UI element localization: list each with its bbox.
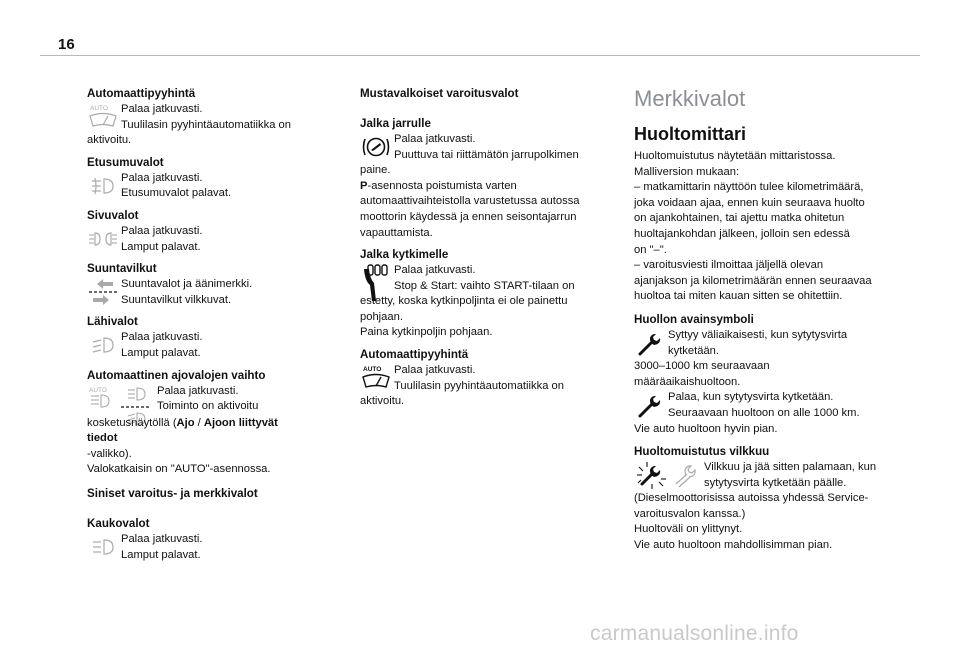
svg-text:AUTO: AUTO <box>89 386 107 394</box>
subsection-title: Huoltomittari <box>634 124 746 144</box>
high-beam-block <box>87 532 309 563</box>
side-lights-block <box>87 224 309 255</box>
auto-wiper-block <box>87 102 309 149</box>
front-fog-heading: Etusumuvalot <box>87 155 164 169</box>
service-key-block-1 <box>634 328 890 359</box>
service-key-line-1: Syttyy väliaikaisesti, kun sytytysvirta <box>668 328 848 341</box>
high-beam-line-1: Palaa jatkuvasti. <box>121 532 203 545</box>
service-blink-line-1: Vilkkuu ja jää sitten palamaan, kun <box>704 461 877 474</box>
bw-warnings-heading: Mustavalkoiset varoitusvalot <box>360 87 519 100</box>
clutch-line-3: estetty, koska kytkinpoljinta ei ole painettu <box>360 295 568 308</box>
auto-wiper-2-line-1: Palaa jatkuvasti. <box>394 363 476 376</box>
low-beam-line-2: Lamput palavat. <box>121 346 201 359</box>
service-key-line-7: Vie auto huoltoon hyvin pian. <box>634 422 778 435</box>
side-lights-icon <box>87 224 119 254</box>
front-fog-line-1: Palaa jatkuvasti. <box>121 171 203 184</box>
high-beam-line-2: Lamput palavat. <box>121 548 201 561</box>
auto-wiper-2-line-2: Tuulilasin pyyhintäautomatiikka on <box>394 379 564 392</box>
auto-wiper-2-heading: Automaattipyyhintä <box>360 347 469 361</box>
blue-warnings-heading: Siniset varoitus- ja merkkivalot <box>87 486 258 500</box>
side-lights-line-1: Palaa jatkuvasti. <box>121 224 203 237</box>
intro-line-6: huoltajankohdan jälkeen, jolloin sen edessä <box>634 227 850 240</box>
header-divider <box>40 55 920 56</box>
intro-line-9: ajanjakson ja kilometrimäärän ennen seuraavaa <box>634 274 872 287</box>
wrench-icon <box>634 328 666 358</box>
turn-signals-line-2: Suuntavilkut vilkkuvat. <box>121 293 232 306</box>
service-key-line-5: Palaa, kun sytytysvirta kytketään. <box>668 391 834 404</box>
brake-line-3: paine. <box>360 164 391 177</box>
auto-wiper-icon <box>87 102 119 132</box>
low-beam-icon <box>87 330 119 360</box>
brake-line-1: Palaa jatkuvasti. <box>394 133 476 145</box>
service-blink-line-6: Vie auto huoltoon mahdollisimman pian. <box>634 539 833 552</box>
wrench-icon <box>634 390 666 420</box>
brake-line-5: automaattivaihteistolla varustetussa autossa <box>360 195 580 208</box>
intro-line-10: huoltoa tai miten kauan sitten se ohitettiin. <box>634 290 843 303</box>
column-3 <box>634 86 890 554</box>
svg-text:AUTO: AUTO <box>90 105 108 112</box>
auto-headlamp-line-4: -valikko). <box>87 447 132 460</box>
auto-wiper-heading: Automaattipyyhintä <box>87 87 196 100</box>
clutch-line-4: pohjaan. <box>360 310 403 323</box>
brake-heading: Jalka jarrulle <box>360 117 431 130</box>
brake-line-4: P-asennosta poistumista varten <box>360 179 517 192</box>
brake-block <box>360 132 600 163</box>
brake-line-2: Puuttuva tai riittämätön jarrupolkimen <box>394 148 579 161</box>
turn-signals-block <box>87 277 309 308</box>
intro-line-1: Huoltomuistutus näytetään mittaristossa. <box>634 150 836 162</box>
side-lights-line-2: Lamput palavat. <box>121 240 201 253</box>
service-blink-block <box>634 460 890 491</box>
front-fog-icon <box>87 171 119 201</box>
auto-wiper-line-3: aktivoitu. <box>87 134 132 147</box>
column-2 <box>360 86 600 410</box>
service-key-line-4: määräaikaishuoltoon. <box>634 375 741 388</box>
turn-signals-line-1: Suuntavalot ja äänimerkki. <box>121 278 253 291</box>
brake-line-7: vapauttamista. <box>360 226 433 239</box>
column-1 <box>87 86 309 563</box>
service-blink-line-2: sytytysvirta kytketään päälle. <box>704 476 847 489</box>
auto-wiper-line-1: Palaa jatkuvasti. <box>121 103 203 115</box>
auto-wiper-line-2: Tuulilasin pyyhintäautomatiikka on <box>121 118 291 131</box>
auto-headlamp-heading: Automaattinen ajovalojen vaihto <box>87 368 266 382</box>
front-fog-line-2: Etusumuvalot palavat. <box>121 187 232 200</box>
intro-line-4: joka voidaan ajaa, ennen kuin seuraava huolto <box>634 196 865 209</box>
intro-line-8: – varoitusviesti ilmoittaa jäljellä olevan <box>634 259 824 272</box>
brake-pedal-icon <box>360 132 392 162</box>
turn-signals-heading: Suuntavilkut <box>87 262 157 276</box>
side-lights-heading: Sivuvalot <box>87 208 139 222</box>
service-key-heading: Huollon avainsymboli <box>634 312 754 326</box>
high-beam-heading: Kaukovalot <box>87 516 150 530</box>
auto-headlamp-line-1: Palaa jatkuvasti. <box>157 384 239 397</box>
high-beam-icon <box>87 532 119 562</box>
clutch-line-5: Paina kytkinpoljin pohjaan. <box>360 326 493 339</box>
svg-text:AUTO: AUTO <box>363 365 382 373</box>
brake-line-6: moottorin käydessä ja ennen seisontajarrun <box>360 210 577 223</box>
auto-wiper-2-block <box>360 363 600 394</box>
clutch-heading: Jalka kytkimelle <box>360 248 449 262</box>
auto-headlamp-line-2: Toiminto on aktivoitu <box>157 400 259 413</box>
turn-arrows-icon <box>87 277 119 307</box>
page-number: 16 <box>58 36 75 53</box>
intro-line-2: Malliversion mukaan: <box>634 165 740 178</box>
watermark: carmanualsonline.info <box>590 622 799 645</box>
auto-headlamp-line-3: kosketusnäytöllä (Ajo / Ajoon liittyvät tiedot <box>87 416 278 445</box>
auto-wiper-black-icon <box>360 363 392 393</box>
service-key-line-3: 3000–1000 km seuraavaan <box>634 360 770 373</box>
front-fog-block <box>87 171 309 202</box>
service-key-line-6: Seuraavaan huoltoon on alle 1000 km. <box>668 406 860 419</box>
service-blink-line-3: (Dieselmoottorisissa autoissa yhdessä Service- <box>634 492 869 505</box>
auto-wiper-2-line-3: aktivoitu. <box>360 395 405 408</box>
low-beam-heading: Lähivalot <box>87 315 138 329</box>
auto-headlamp-line-5: Valokatkaisin on "AUTO"-asennossa. <box>87 463 271 476</box>
service-blink-line-4: varoitusvalon kanssa.) <box>634 507 746 520</box>
intro-line-3: – matkamittarin näyttöön tulee kilometrimäärä, <box>634 181 864 194</box>
clutch-line-2: Stop & Start: vaihto START-tilaan on <box>394 279 575 292</box>
service-blink-line-5: Huoltoväli on ylittynyt. <box>634 523 743 536</box>
flashing-wrench-icon <box>634 460 702 490</box>
service-blink-heading: Huoltomuistutus vilkkuu <box>634 445 770 459</box>
intro-line-5: on ajankohtainen, tai ajettu matka ohitetun <box>634 212 845 225</box>
low-beam-line-1: Palaa jatkuvasti. <box>121 331 203 344</box>
clutch-line-1: Palaa jatkuvasti. <box>394 264 476 277</box>
low-beam-block <box>87 330 309 361</box>
intro-line-7: on "–". <box>634 243 667 256</box>
section-title: Merkkivalot <box>634 86 746 111</box>
service-key-line-2: kytketään. <box>668 344 719 357</box>
service-key-block-2 <box>634 390 890 421</box>
